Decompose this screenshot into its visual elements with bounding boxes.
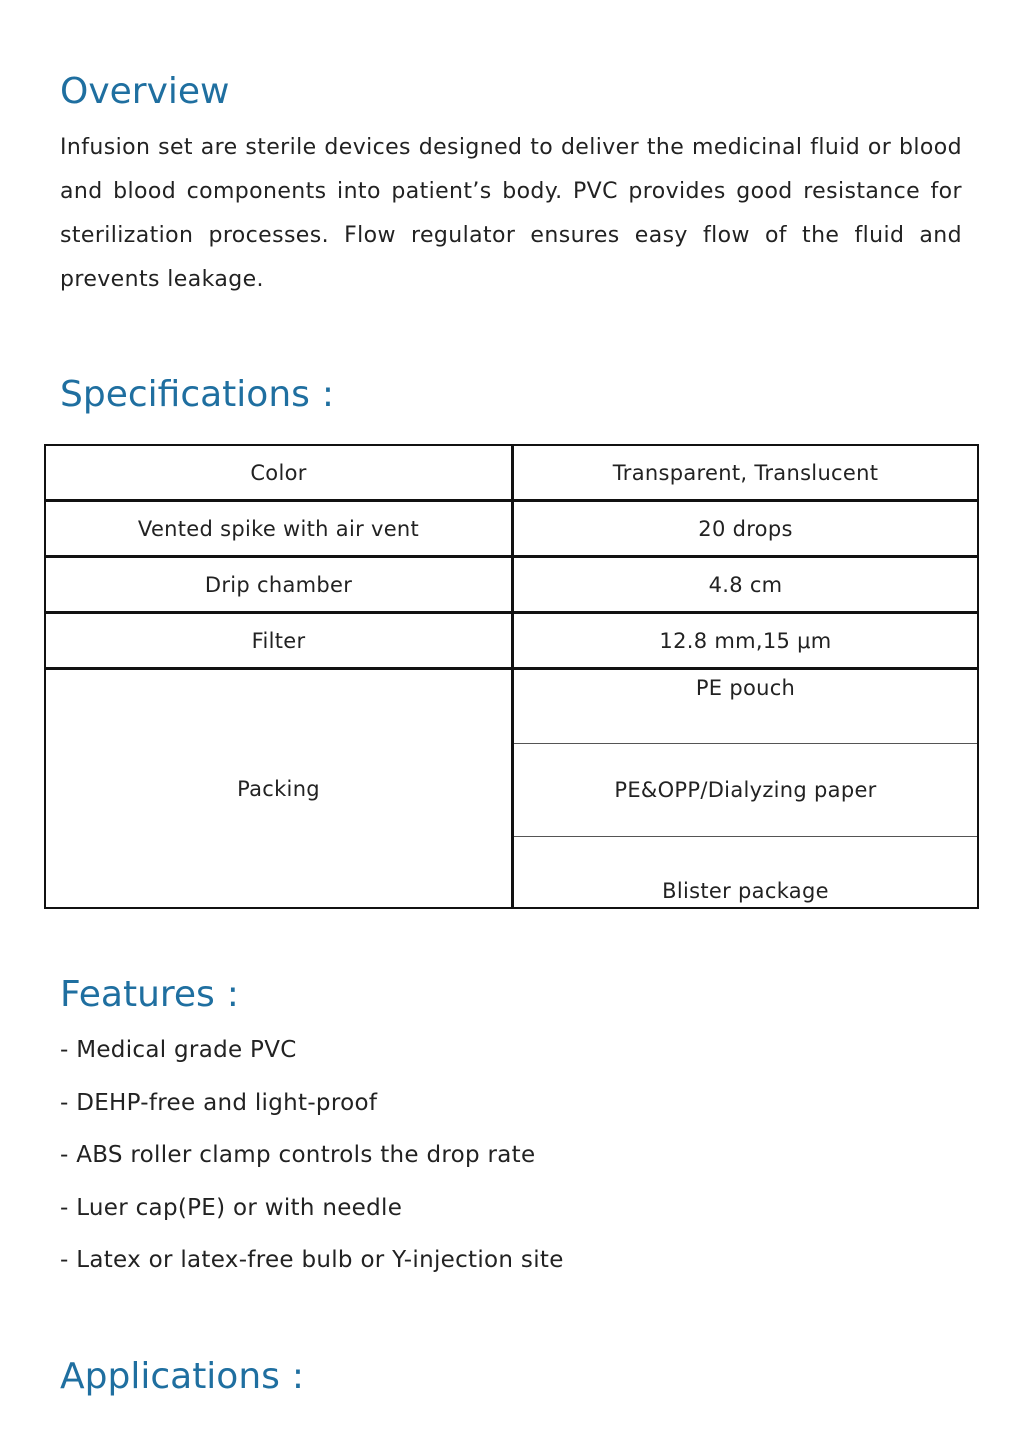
list-item: - Latex or latex-free bulb or Y-injection site xyxy=(60,1247,564,1273)
spec-label: Color xyxy=(45,445,513,501)
overview-paragraph: Infusion set are sterile devices designed to deliver the medicinal fluid or blood and blood components into patient’s body. PVC provides good resistance for sterilization processes. Flow regulator ensures easy flow of the fluid and prevents leakage. xyxy=(60,135,962,292)
table-row xyxy=(45,445,978,501)
spec-label: Filter xyxy=(45,613,513,669)
table-row xyxy=(45,501,978,557)
features-heading xyxy=(60,973,239,1017)
overview-heading xyxy=(60,70,230,114)
table-row xyxy=(45,613,978,669)
spec-value: 4.8 cm xyxy=(513,557,979,613)
table-row xyxy=(45,557,978,613)
packing-option: PE pouch xyxy=(513,669,979,744)
list-item: - ABS roller clamp controls the drop rate xyxy=(60,1142,536,1168)
spec-value: 20 drops xyxy=(513,501,979,557)
spec-value: Transparent, Translucent xyxy=(513,445,979,501)
applications-heading xyxy=(60,1355,304,1399)
spec-label: Vented spike with air vent xyxy=(45,501,513,557)
applications-heading-text: Applications xyxy=(60,1356,280,1397)
list-item: - DEHP-free and light-proof xyxy=(60,1089,378,1116)
applications-heading-colon: : xyxy=(291,1356,305,1397)
specifications-heading-colon: : xyxy=(321,374,335,415)
list-item: - Luer cap(PE) or with needle xyxy=(60,1194,403,1221)
specifications-heading-text: Specifications xyxy=(60,374,310,415)
table-row-packing xyxy=(45,669,978,744)
spec-label: Drip chamber xyxy=(45,557,513,613)
spec-label-packing: Packing xyxy=(45,669,513,909)
overview-heading-text: Overview xyxy=(60,71,230,112)
specifications-heading xyxy=(60,373,334,417)
spec-value: 12.8 mm,15 μm xyxy=(513,613,979,669)
packing-option: Blister package xyxy=(513,837,979,909)
packing-option: PE&OPP/Dialyzing paper xyxy=(513,744,979,837)
features-heading-text: Features xyxy=(60,974,215,1015)
list-item: - Medical grade PVC xyxy=(60,1037,297,1063)
specifications-table xyxy=(44,444,979,909)
features-heading-colon: : xyxy=(226,974,239,1015)
features-list xyxy=(60,1030,564,1293)
